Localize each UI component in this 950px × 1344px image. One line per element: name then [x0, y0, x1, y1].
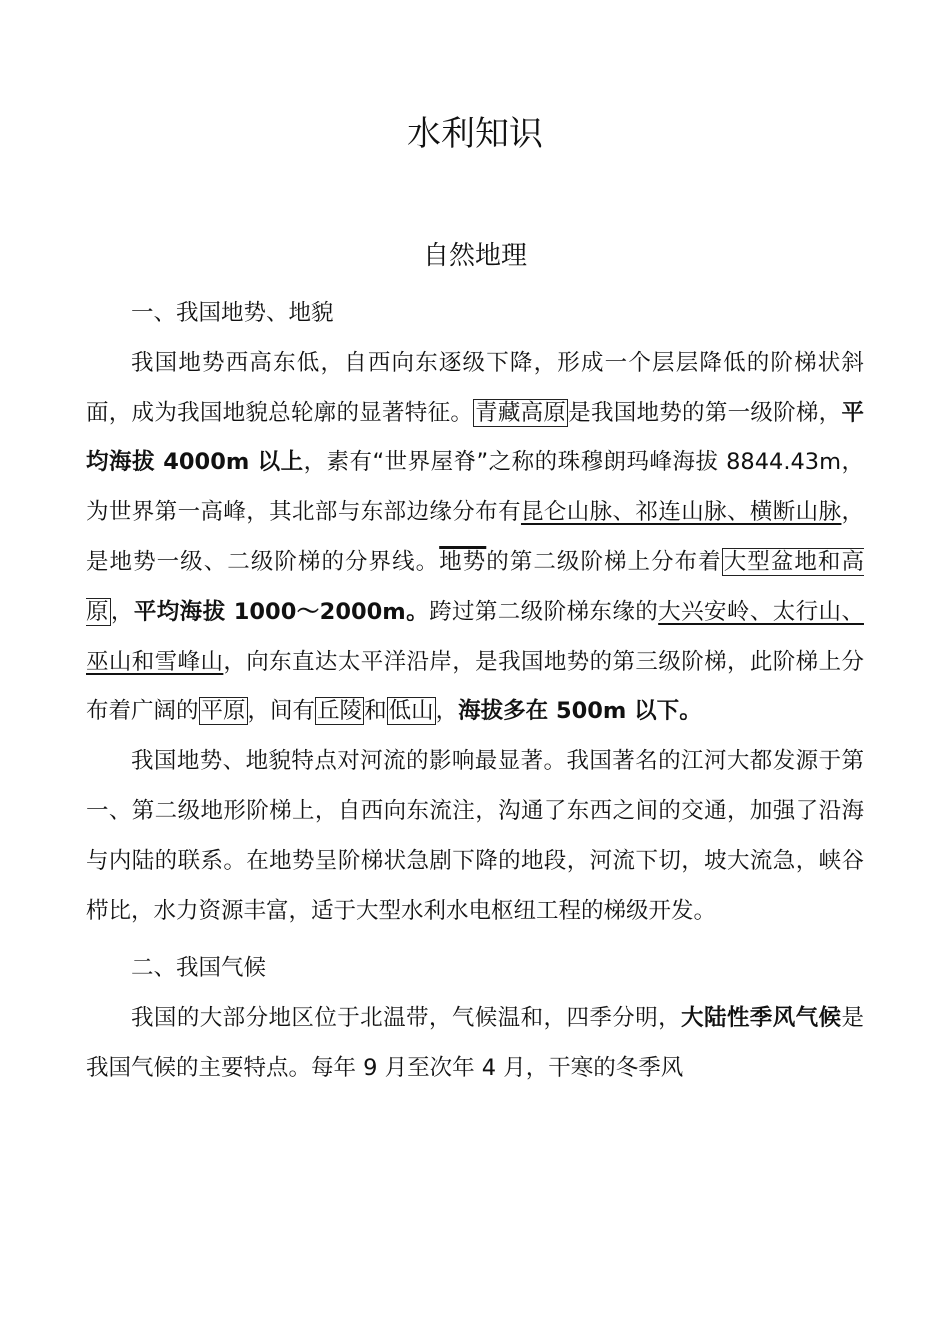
document-subtitle: 自然地理 — [422, 241, 527, 271]
bold-elevation-first-step: 平均海拔 4000m 以上 — [86, 399, 864, 476]
text-run: ，是地势一级、二级阶梯的分界线。 — [86, 499, 864, 575]
text-run: ，素有“世界屋脊”之称的珠穆朗玛峰海拔 8844.43m，为世界第一高峰，其北部与东部边缘分布有 — [86, 449, 865, 526]
bold-elevation-third-step: 海拔多在 500m 以下。 — [458, 698, 702, 725]
boxed-term-low-mountains: 低山 — [388, 698, 434, 725]
text-run: ， — [110, 598, 134, 625]
bold-elevation-second-step: 平均海拔 1000～2000m。 — [133, 598, 430, 625]
text-run: 我国地势西高东低，自西向东逐级下降，形成一个层层降低的阶梯状斜面，成为我国地貌总轮廓的显著特征。 — [86, 349, 864, 426]
text-run: ， — [435, 698, 459, 725]
document-body — [86, 289, 864, 1094]
boxed-term-plains: 平原 — [200, 698, 246, 725]
text-run: 的第二级阶梯上分布着 — [486, 548, 722, 575]
text-run: 是我国地势的第一级阶梯， — [568, 399, 842, 426]
bold-term-monsoon-climate: 大陆性季风气候 — [681, 1005, 842, 1032]
text-run: ，向东直达太平洋沿岸，是我国地势的第三级阶梯，此阶梯上分布着广阔的 — [86, 648, 864, 725]
paragraph-terrain — [86, 339, 864, 737]
section-heading-climate: 二、我国气候 — [131, 955, 267, 982]
paragraph-climate — [86, 994, 864, 1094]
text-run: 我国的大部分地区位于北温带，气候温和，四季分明， — [131, 1005, 682, 1032]
paragraph-river-influence: 我国地势、地貌特点对河流的影响最显著。我国著名的江河大都发源于第一、第二级地形阶梯上，自西向东流注，沟通了东西之间的交通，加强了沿海与内陆的联系。在地势呈阶梯状急剧下降的地段，河流下切，坡大流急，峡谷栉比，水力资源丰富，适于大型水利水电枢纽工程的梯级开发。 — [86, 748, 864, 924]
text-run: ，间有 — [247, 698, 316, 725]
section-heading-terrain: 一、我国地势、地貌 — [131, 300, 334, 326]
boxed-term-basins-plateaus: 大型盆地和高原 — [86, 548, 864, 625]
overlined-term-terrain: 地势 — [439, 548, 487, 575]
text-run: 是我国气候的主要特点。每年 9 月至次年 4 月，干寒的冬季风 — [86, 1005, 864, 1081]
underlined-eastern-mountains: 大兴安岭、太行山、巫山和雪峰山 — [86, 598, 864, 675]
boxed-term-qinghai-tibet-plateau: 青藏高原 — [475, 399, 567, 426]
text-run: 和 — [364, 698, 387, 725]
boxed-term-hills: 丘陵 — [317, 698, 363, 725]
document-title: 水利知识 — [407, 114, 543, 154]
text-run: 跨过第二级阶梯东缘的 — [429, 598, 659, 625]
underlined-mountain-ranges: 昆仑山脉、祁连山脉、横断山脉 — [520, 499, 842, 526]
